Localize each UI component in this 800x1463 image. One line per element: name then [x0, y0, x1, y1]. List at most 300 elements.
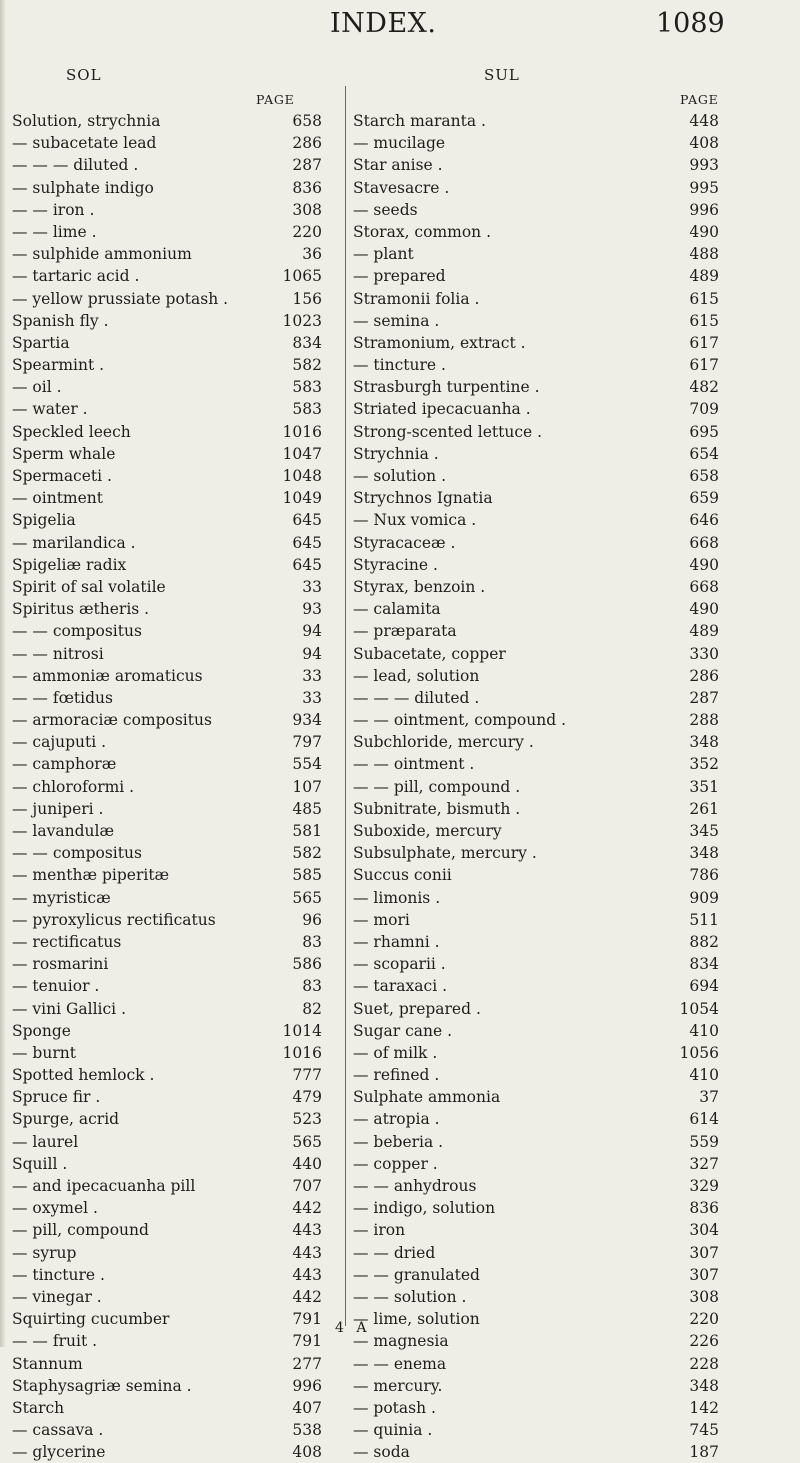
- index-term: — marilandica .: [12, 533, 136, 552]
- index-entry: [353, 864, 719, 886]
- index-term: — limonis .: [353, 888, 441, 907]
- index-entry: [12, 731, 322, 753]
- index-term: — tartaric acid .: [12, 267, 140, 286]
- index-entry: [353, 1242, 719, 1264]
- index-entry: [353, 310, 719, 332]
- signature-mark: 4 A: [335, 1320, 371, 1336]
- index-entry: [353, 132, 719, 154]
- index-entry: [353, 1375, 719, 1397]
- index-entry: [353, 1264, 719, 1286]
- index-entry: [12, 199, 322, 221]
- index-term: — glycerine: [12, 1443, 106, 1462]
- index-term: Suet, prepared .: [353, 999, 481, 1018]
- index-page-ref: 261: [689, 799, 719, 818]
- index-entry: [12, 643, 322, 665]
- index-entry: [12, 1308, 322, 1330]
- index-page-ref: 156: [292, 289, 322, 308]
- index-term: — vini Gallici .: [12, 999, 126, 1018]
- index-term: — lavandulæ: [12, 822, 115, 840]
- index-page-ref: 329: [689, 1177, 719, 1195]
- index-page-ref: 107: [292, 777, 322, 796]
- index-term: — — fruit .: [12, 1332, 98, 1351]
- index-term: Squill .: [12, 1154, 68, 1173]
- index-page-ref: 36: [302, 245, 322, 264]
- index-term: Spruce fir .: [12, 1088, 101, 1107]
- index-term: Sponge: [12, 1021, 71, 1040]
- index-term: — lime, solution: [353, 1310, 480, 1329]
- index-page-ref: 836: [689, 1199, 719, 1218]
- index-page-ref: 791: [292, 1310, 322, 1329]
- index-page-ref: 694: [689, 977, 719, 996]
- index-page-ref: 327: [689, 1154, 719, 1173]
- index-term: — soda: [353, 1443, 410, 1462]
- index-page-ref: 834: [292, 333, 322, 352]
- index-page-ref: 614: [689, 1110, 719, 1129]
- index-page-ref: 142: [689, 1398, 719, 1417]
- index-page-ref: 286: [292, 134, 322, 153]
- index-term: — taraxaci .: [353, 977, 448, 996]
- guide-word-right: SUL: [484, 66, 520, 84]
- index-entry: [353, 1086, 719, 1108]
- index-page-ref: 33: [302, 666, 322, 685]
- index-page-ref: 709: [689, 400, 719, 419]
- index-page-ref: 1016: [282, 1043, 322, 1062]
- index-page-ref: 996: [689, 200, 719, 219]
- index-term: — water .: [12, 400, 88, 419]
- index-page-ref: 668: [689, 577, 719, 596]
- index-page-ref: 586: [292, 955, 322, 974]
- index-term: — mori: [353, 910, 410, 929]
- page-title: INDEX.: [330, 8, 437, 39]
- index-entry: [353, 953, 719, 975]
- index-page-ref: 277: [292, 1354, 322, 1373]
- index-entry: [12, 1330, 322, 1352]
- index-term: Spotted hemlock .: [12, 1066, 155, 1085]
- index-entry: [353, 753, 719, 775]
- index-term: — — fœtidus: [12, 688, 113, 707]
- index-term: — sulphide ammonium: [12, 245, 192, 264]
- index-entry: [12, 332, 322, 354]
- index-page-ref: 617: [689, 356, 719, 375]
- index-page-ref: 581: [292, 822, 322, 840]
- index-term: — tincture .: [353, 356, 446, 375]
- index-entry: [353, 1153, 719, 1175]
- index-page-ref: 345: [689, 822, 719, 840]
- index-term: — atropia .: [353, 1110, 440, 1129]
- index-entry: [353, 465, 719, 487]
- index-term: — præparata: [353, 622, 457, 641]
- index-entry: [12, 709, 322, 731]
- index-entry: [12, 1086, 322, 1108]
- index-page-ref: 489: [689, 267, 719, 286]
- index-term: — burnt: [12, 1043, 76, 1062]
- index-term: — plant: [353, 245, 414, 264]
- index-term: — Nux vomica .: [353, 511, 477, 530]
- index-entry: [353, 931, 719, 953]
- index-term: — rectificatus: [12, 932, 122, 951]
- index-term: — yellow prussiate potash .: [12, 289, 229, 308]
- index-entry: [12, 443, 322, 465]
- index-page-ref: 1054: [679, 999, 719, 1018]
- index-page-ref: 348: [689, 844, 719, 863]
- index-term: Striated ipecacuanha .: [353, 400, 531, 419]
- index-entry: [12, 1419, 322, 1441]
- index-entry: [353, 598, 719, 620]
- page-column-label-left: PAGE: [256, 92, 295, 107]
- index-term: — armoraciæ compositus: [12, 711, 212, 730]
- index-term: — semina .: [353, 311, 440, 330]
- index-term: — chloroformi .: [12, 777, 135, 796]
- index-entry: [353, 687, 719, 709]
- index-term: Spurge, acrid: [12, 1110, 120, 1129]
- index-entry: [12, 1042, 322, 1064]
- index-entry: [12, 1131, 322, 1153]
- index-page-ref: 286: [689, 666, 719, 685]
- index-term: — myristicæ: [12, 888, 111, 907]
- index-term: — — ointment .: [353, 755, 475, 774]
- index-entry: [12, 310, 322, 332]
- index-term: — — ointment, compound .: [353, 711, 566, 730]
- index-entry: [12, 576, 322, 598]
- index-term: — rhamni .: [353, 932, 440, 951]
- index-page-ref: 707: [292, 1177, 322, 1195]
- index-page-ref: 645: [292, 533, 322, 552]
- index-page-ref: 1056: [679, 1043, 719, 1062]
- index-entry: [12, 376, 322, 398]
- index-entry: [353, 509, 719, 531]
- index-page-ref: 330: [689, 644, 719, 663]
- index-entry: [12, 864, 322, 886]
- index-term: — vinegar .: [12, 1287, 102, 1306]
- index-term: — refined .: [353, 1066, 440, 1085]
- index-term: Strychnos Ignatia: [353, 489, 493, 508]
- page-number: 1089: [656, 8, 725, 39]
- index-term: — iron: [353, 1221, 406, 1240]
- index-term: — magnesia: [353, 1332, 449, 1351]
- index-entry: [12, 687, 322, 709]
- index-entry: [353, 1042, 719, 1064]
- index-term: Spearmint .: [12, 356, 105, 375]
- index-entry: [12, 798, 322, 820]
- index-entry: [353, 421, 719, 443]
- index-page-ref: 645: [292, 511, 322, 530]
- index-entry: [12, 975, 322, 997]
- index-page-ref: 443: [292, 1243, 322, 1262]
- index-term: Spigeliæ radix: [12, 555, 127, 574]
- index-page-ref: 410: [689, 1066, 719, 1085]
- index-term: — cajuputi .: [12, 733, 107, 752]
- index-term: — — anhydrous: [353, 1177, 477, 1195]
- index-page-ref: 934: [292, 711, 322, 730]
- index-term: — — lime .: [12, 222, 97, 241]
- index-term: — lead, solution: [353, 666, 480, 685]
- index-term: Speckled leech: [12, 422, 131, 441]
- index-entry: [12, 421, 322, 443]
- index-entry: [12, 909, 322, 931]
- index-page-ref: 442: [292, 1199, 322, 1218]
- index-page-ref: 351: [689, 777, 719, 796]
- index-term: Subacetate, copper: [353, 644, 506, 663]
- index-term: — solution .: [353, 467, 447, 485]
- index-page-ref: 995: [689, 178, 719, 197]
- index-entry: [12, 288, 322, 310]
- index-entry: [353, 221, 719, 243]
- index-page-ref: 448: [689, 112, 719, 130]
- index-term: Strychnia .: [353, 444, 439, 463]
- index-entry: [353, 798, 719, 820]
- index-page-ref: 82: [302, 999, 322, 1018]
- index-entry: [12, 620, 322, 642]
- index-page-ref: 348: [689, 733, 719, 752]
- index-term: Stramonium, extract .: [353, 333, 526, 352]
- index-page-ref: 554: [292, 755, 322, 774]
- index-term: — ointment: [12, 489, 104, 508]
- index-term: — — compositus: [12, 622, 142, 641]
- index-page-ref: 1048: [282, 467, 322, 485]
- index-entry: [353, 354, 719, 376]
- index-entry: [353, 909, 719, 931]
- index-page-ref: 565: [292, 1132, 322, 1151]
- index-entry: [12, 1242, 322, 1264]
- index-entry: [353, 1197, 719, 1219]
- index-term: Spanish fly .: [12, 311, 109, 330]
- index-term: Sperm whale: [12, 444, 116, 463]
- index-entry: [12, 1153, 322, 1175]
- index-term: — scoparii .: [353, 955, 446, 974]
- index-term: Squirting cucumber: [12, 1310, 170, 1329]
- index-term: — tincture .: [12, 1265, 105, 1284]
- index-page-ref: 83: [302, 932, 322, 951]
- index-term: — mucilage: [353, 134, 446, 153]
- index-term: Spartia: [12, 333, 70, 352]
- index-page-ref: 559: [689, 1132, 719, 1151]
- index-term: — beberia .: [353, 1132, 444, 1151]
- guide-word-left: SOL: [66, 66, 102, 84]
- index-page-ref: 582: [292, 356, 322, 375]
- index-entry: [353, 1108, 719, 1130]
- index-entry: [353, 887, 719, 909]
- index-page-ref: 1014: [282, 1021, 322, 1040]
- index-term: — — granulated: [353, 1265, 480, 1284]
- index-page-ref: 408: [292, 1443, 322, 1462]
- index-term: — — solution .: [353, 1287, 467, 1306]
- index-page-ref: 1065: [282, 267, 322, 286]
- index-page-ref: 408: [689, 134, 719, 153]
- index-entry: [12, 1175, 322, 1197]
- index-page-ref: 777: [292, 1066, 322, 1085]
- index-term: — oil .: [12, 378, 62, 397]
- index-term: — of milk .: [353, 1043, 438, 1062]
- index-term: — — — diluted .: [12, 156, 139, 175]
- index-page-ref: 304: [689, 1221, 719, 1240]
- index-term: — — compositus: [12, 844, 142, 863]
- index-entry: [353, 154, 719, 176]
- index-entry: [12, 487, 322, 509]
- index-page-ref: 993: [689, 156, 719, 175]
- index-entry: [12, 1375, 322, 1397]
- index-entry: [353, 1131, 719, 1153]
- index-page-ref: 490: [689, 600, 719, 619]
- index-entry: [353, 776, 719, 798]
- index-page-ref: 443: [292, 1221, 322, 1240]
- index-term: — tenuior .: [12, 977, 100, 996]
- index-entry: [353, 576, 719, 598]
- index-term: Storax, common .: [353, 222, 492, 241]
- index-entry: [12, 1108, 322, 1130]
- index-page-ref: 83: [302, 977, 322, 996]
- index-term: Stannum: [12, 1354, 83, 1373]
- index-page-ref: 745: [689, 1421, 719, 1440]
- index-page-ref: 834: [689, 955, 719, 974]
- index-entry: [353, 243, 719, 265]
- index-term: — and ipecacuanha pill: [12, 1177, 196, 1195]
- index-term: Succus conii: [353, 866, 452, 885]
- index-entry: [353, 1441, 719, 1463]
- index-page-ref: 658: [689, 467, 719, 485]
- index-term: Spiritus ætheris .: [12, 600, 150, 619]
- index-page-ref: 646: [689, 511, 719, 530]
- index-page-ref: 220: [689, 1310, 719, 1329]
- index-entry: [353, 1330, 719, 1352]
- index-entry: [353, 532, 719, 554]
- index-term: Subchloride, mercury .: [353, 733, 534, 752]
- index-page-ref: 582: [292, 844, 322, 863]
- index-term: Solution, strychnia: [12, 112, 161, 130]
- index-term: — juniperi .: [12, 799, 104, 818]
- index-term: — syrup: [12, 1243, 77, 1262]
- index-term: Spigelia: [12, 511, 76, 530]
- index-page-ref: 37: [699, 1088, 719, 1107]
- index-page-ref: 489: [689, 622, 719, 641]
- index-page-ref: 187: [689, 1443, 719, 1462]
- index-entry: [353, 443, 719, 465]
- index-entry: [12, 953, 322, 975]
- index-entry: [12, 842, 322, 864]
- index-entry: [353, 199, 719, 221]
- index-term: — — — diluted .: [353, 688, 480, 707]
- page-column-label-right: PAGE: [680, 92, 719, 107]
- index-page-ref: 490: [689, 222, 719, 241]
- index-term: — quinia .: [353, 1421, 433, 1440]
- index-page-ref: 490: [689, 555, 719, 574]
- index-page-ref: 882: [689, 932, 719, 951]
- index-term: — — nitrosi: [12, 644, 104, 663]
- index-entry: [353, 975, 719, 997]
- index-term: Suboxide, mercury: [353, 822, 502, 840]
- index-page-ref: 565: [292, 888, 322, 907]
- index-term: Strasburgh turpentine .: [353, 378, 540, 397]
- index-term: — subacetate lead: [12, 134, 157, 153]
- index-term: Stramonii folia .: [353, 289, 480, 308]
- index-term: Star anise .: [353, 156, 443, 175]
- index-entry: [12, 1020, 322, 1042]
- index-term: Subnitrate, bismuth .: [353, 799, 521, 818]
- index-page-ref: 348: [689, 1376, 719, 1395]
- index-entry: [353, 998, 719, 1020]
- index-term: Strong-scented lettuce .: [353, 422, 543, 441]
- index-entry: [353, 1020, 719, 1042]
- index-entry: [353, 709, 719, 731]
- index-term: Starch: [12, 1398, 65, 1417]
- index-entry: [12, 554, 322, 576]
- index-entry: [353, 1353, 719, 1375]
- index-term: — sulphate indigo: [12, 178, 154, 197]
- index-term: — calamita: [353, 600, 441, 619]
- index-term: — menthæ piperitæ: [12, 866, 170, 885]
- index-page-ref: 442: [292, 1287, 322, 1306]
- index-page-ref: 996: [292, 1376, 322, 1395]
- index-term: Staphysagriæ semina .: [12, 1376, 192, 1395]
- index-entry: [12, 354, 322, 376]
- index-term: — cassava .: [12, 1421, 104, 1440]
- index-entry: [353, 1308, 719, 1330]
- index-entry: [353, 1286, 719, 1308]
- index-term: — — enema: [353, 1354, 447, 1373]
- index-entry: [353, 177, 719, 199]
- index-page-ref: 226: [689, 1332, 719, 1351]
- index-page-ref: 307: [689, 1243, 719, 1262]
- index-page-ref: 410: [689, 1021, 719, 1040]
- index-entry: [12, 1219, 322, 1241]
- index-page-ref: 645: [292, 555, 322, 574]
- index-entry: [12, 1441, 322, 1463]
- index-page-ref: 583: [292, 378, 322, 397]
- index-page-ref: 287: [689, 688, 719, 707]
- index-page-ref: 288: [689, 711, 719, 730]
- index-page-ref: 668: [689, 533, 719, 552]
- index-entry: [12, 243, 322, 265]
- index-term: — camphoræ: [12, 755, 117, 774]
- index-page-ref: 94: [302, 644, 322, 663]
- index-page-ref: 654: [689, 444, 719, 463]
- index-term: — — dried: [353, 1243, 436, 1262]
- index-entry: [12, 154, 322, 176]
- index-entry: [12, 1064, 322, 1086]
- index-term: — potash .: [353, 1398, 436, 1417]
- index-page-ref: 407: [292, 1398, 322, 1417]
- index-entry: [12, 509, 322, 531]
- index-page-ref: 485: [292, 799, 322, 818]
- index-term: Subsulphate, mercury .: [353, 844, 537, 863]
- index-entry: [12, 177, 322, 199]
- index-page-ref: 617: [689, 333, 719, 352]
- index-page-ref: 33: [302, 577, 322, 596]
- index-page-ref: 308: [689, 1287, 719, 1306]
- index-entry: [12, 998, 322, 1020]
- index-page-ref: 658: [292, 112, 322, 130]
- index-entry: [12, 398, 322, 420]
- index-entry: [353, 487, 719, 509]
- index-page-ref: 786: [689, 866, 719, 885]
- index-term: — indigo, solution: [353, 1199, 496, 1218]
- index-page-ref: 307: [689, 1265, 719, 1284]
- index-entry: [353, 1397, 719, 1419]
- index-entry: [12, 532, 322, 554]
- index-page-ref: 488: [689, 245, 719, 264]
- index-entry: [353, 288, 719, 310]
- index-entry: [12, 1353, 322, 1375]
- index-entry: [353, 1064, 719, 1086]
- index-page-ref: 352: [689, 755, 719, 774]
- index-entry: [12, 1397, 322, 1419]
- index-entry: [353, 398, 719, 420]
- index-term: Styracaceæ .: [353, 533, 456, 552]
- index-entry: [353, 665, 719, 687]
- index-entry: [12, 598, 322, 620]
- index-entry: [12, 887, 322, 909]
- index-term: — mercury.: [353, 1376, 443, 1395]
- index-entry: [353, 376, 719, 398]
